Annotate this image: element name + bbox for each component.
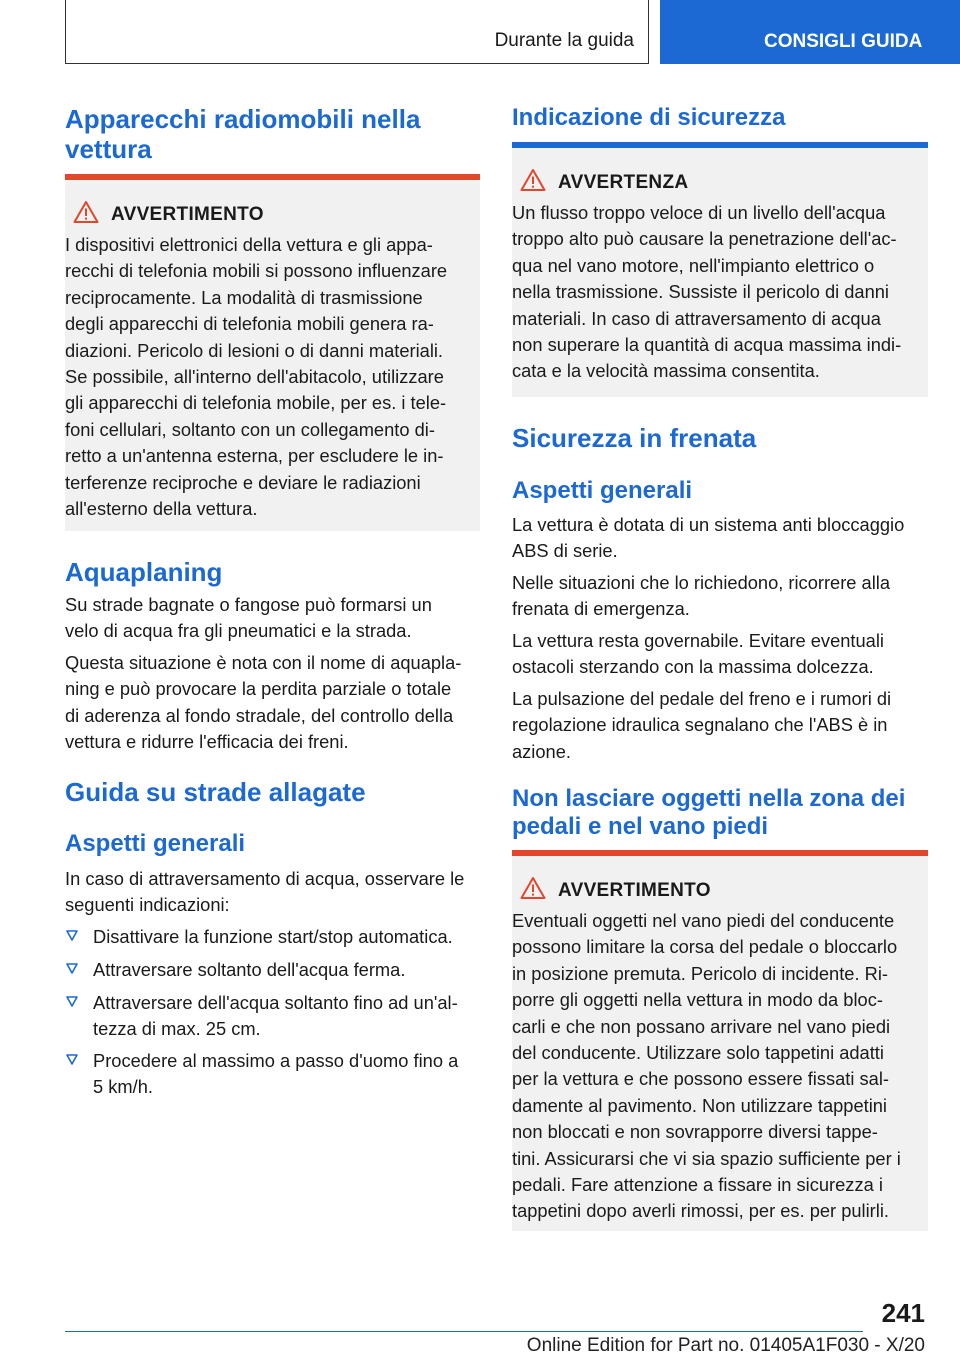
warning-text: Eventuali oggetti nel vano piedi del conducente possono limitare la corsa del pedale o bloccarlo in posizione premuta. Pericolo di incidente. Ri- porre gli oggetti nella vettura in modo da bloc- carli e che non possano arrivare nel vano piedi del conducente. Utilizzare solo tappetini adatti per la vettura e che possono essere fissati sal- damente al pavimento. Non utilizzare tappetini non bloccati e non sovrapporre diversi tappe- tini. Assicurarsi che vi sia spazio sufficiente per i pedali. Fare attenzione a fissare in sicurezza i tappetini dopo averli rimossi, per es. per pulirli. — [512, 910, 901, 1222]
chapter-tab[interactable] — [660, 0, 960, 64]
warning-title: AVVERTIMENTO — [558, 880, 711, 901]
brake-paragraph-1: La vettura è dotata di un sistema anti bloccaggio ABS di serie. — [512, 514, 905, 562]
safety-heading: Indicazione di sicurezza — [512, 104, 786, 131]
warning-box-radio — [65, 174, 480, 531]
brake-safety-heading: Sicurezza in frenata — [512, 423, 757, 453]
warning-title: AVVERTIMENTO — [111, 204, 264, 225]
chapter-title: CONSIGLI GUIDA — [764, 31, 923, 52]
page-number: 241 — [881, 1298, 925, 1328]
flooded-roads-paragraph: In caso di attraversamento di acqua, osservare le seguenti indicazioni: — [65, 868, 465, 916]
triangle-bullet-icon — [65, 924, 79, 944]
warning-triangle-icon — [73, 200, 99, 224]
aquaplaning-heading: Aquaplaning — [65, 557, 223, 587]
warning-title: AVVERTENZA — [558, 172, 689, 193]
brake-paragraph-4: La pulsazione del pedale del freno e i rumori di regolazione idraulica segnalano che l'ABS è in azione. — [512, 688, 892, 762]
aquaplaning-paragraph-2: Questa situazione è nota con il nome di aquapla- ning e può provocare la perdita parziale o totale di aderenza al fondo stradale, del controllo della vettura e ridurre l'efficacia dei freni. — [65, 652, 462, 753]
warning-box-pedals — [512, 850, 928, 1231]
brake-paragraph-2: Nelle situazioni che lo richiedono, ricorrere alla frenata di emergenza. — [512, 572, 890, 620]
warning-text: I dispositivi elettronici della vettura e gli appa- recchi di telefonia mobili si possono influenzare reciprocamente. La modalità di trasmissione degli apparecchi di telefonia mobili genera ra- diazioni. Pericolo di lesioni o di danni materiali. Se possibile, all'interno dell'abitacolo, utilizzare gli apparecchi di telefonia mobile, per es. i tele- foni cellulari, soltanto con un collegamento di- retto a un'antenna esterna, per escludere le in- terferenze reciproche e deviare le radiazioni all'esterno della vettura. — [65, 234, 448, 520]
section-title: Durante la guida — [494, 30, 634, 51]
pedal-area-heading: Non lasciare oggetti nella zona dei pedali e nel vano piedi — [512, 785, 906, 840]
flooded-roads-heading: Guida su strade allagate — [65, 777, 366, 807]
warning-triangle-icon — [520, 876, 546, 900]
brake-paragraph-3: La vettura resta governabile. Evitare eventuali ostacoli sterzando con la massima dolcezza. — [512, 630, 884, 678]
radio-heading: Apparecchi radiomobili nella vettura — [65, 104, 421, 164]
triangle-bullet-icon — [65, 957, 79, 977]
brake-subheading: Aspetti generali — [512, 477, 693, 504]
header-section-box — [65, 0, 649, 64]
warning-triangle-icon — [520, 168, 546, 192]
aquaplaning-paragraph-1: Su strade bagnate o fangose può formarsi un velo di acqua fra gli pneumatici e la strada. — [65, 594, 432, 642]
warning-box-safety — [512, 142, 928, 397]
warning-text: Un flusso troppo veloce di un livello dell'acqua troppo alto può causare la penetrazione dell'ac- qua nel vano motore, nell'impianto elettrico o nella trasmissione. Sussiste il pericolo di danni materiali. In caso di attraversamento di acqua non superare la quantità di acqua massima indi- cata e la velocità massima consentita. — [512, 202, 902, 382]
footer-edition[interactable]: Online Edition for Part no. 01405A1F030 - X/20 — [526, 1335, 925, 1356]
flooded-roads-subheading: Aspetti generali — [65, 830, 246, 857]
triangle-bullet-icon — [65, 1048, 79, 1068]
triangle-bullet-icon — [65, 990, 79, 1010]
footer-divider — [65, 1331, 863, 1332]
